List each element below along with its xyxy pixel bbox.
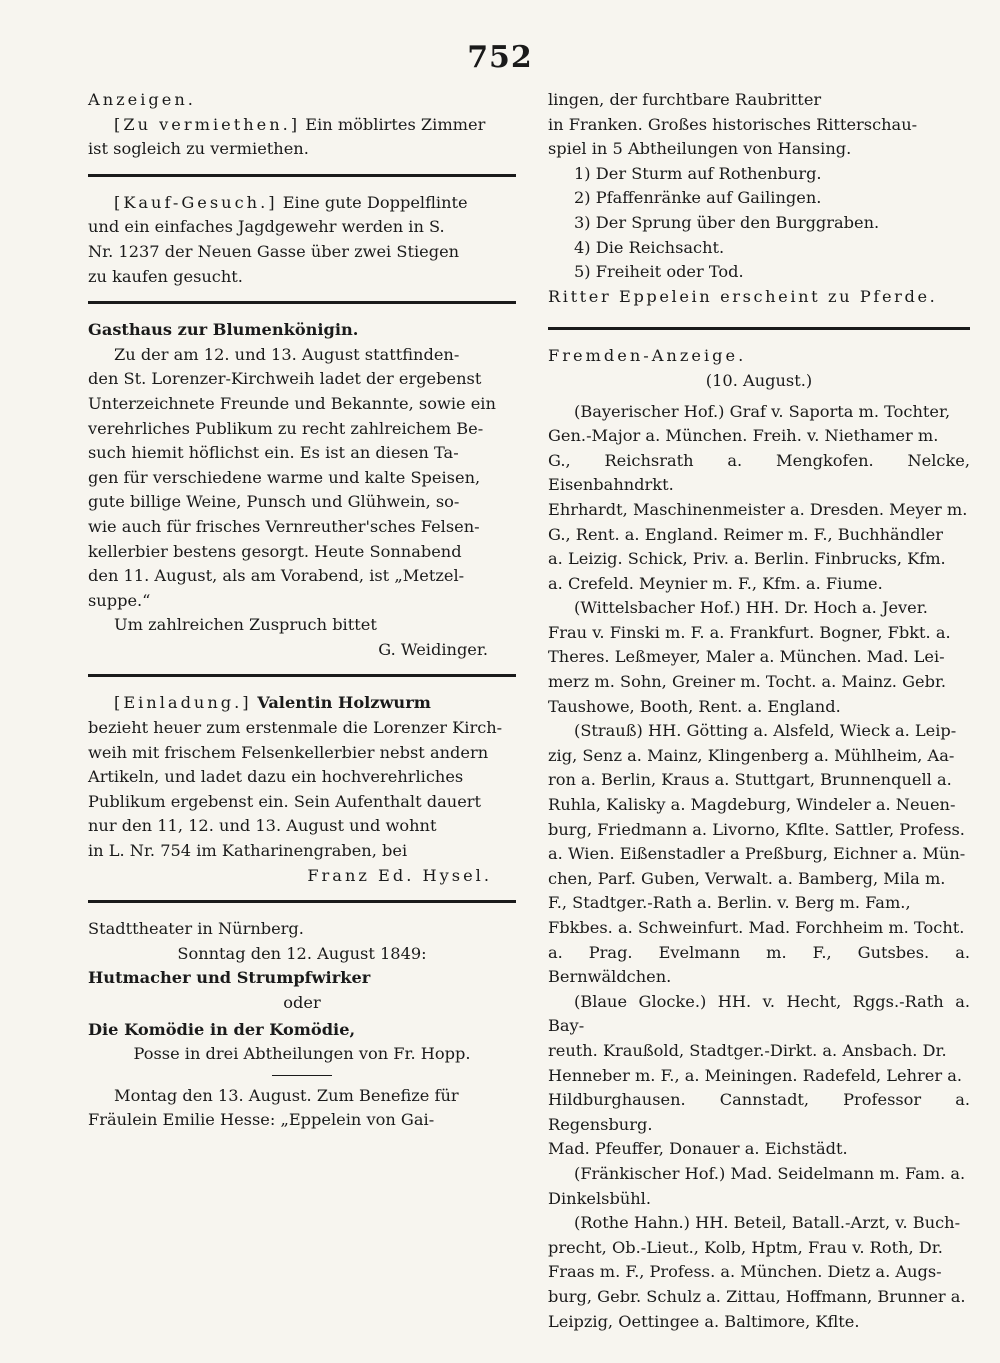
guest-line: a. Crefeld. Meynier m. F., Kfm. a. Fiume. — [548, 573, 883, 593]
text-line: weih mit frischem Felsenkellerbier nebst andern — [88, 742, 489, 762]
guest-line: a. Leizig. Schick, Priv. a. Berlin. Finbrucks, Kfm. — [548, 549, 946, 569]
fremden-heading: Fremden-Anzeige. — [548, 346, 747, 366]
guest-line: Leipzig, Oettingee a. Baltimore, Kflte. — [548, 1311, 860, 1331]
acts-list — [548, 162, 970, 285]
short-divider — [272, 1075, 332, 1076]
guest-line: zig, Senz a. Mainz, Klingenberg a. Mühlheim, Aa- — [548, 745, 955, 765]
act-item: 1) Der Sturm auf Rothenburg. — [574, 163, 822, 183]
divider — [88, 301, 516, 304]
ad-tag: [Kauf-Gesuch.] — [114, 192, 278, 212]
guest-line: (Wittelsbacher Hof.) HH. Dr. Hoch a. Jever. — [574, 598, 928, 618]
text-line: gute billige Weine, Punsch und Glühwein, so- — [88, 492, 460, 512]
continuation-body — [548, 88, 970, 162]
guest-line: Ruhla, Kalisky a. Magdeburg, Windeler a. Neuen- — [548, 795, 956, 815]
guest-line: (Bayerischer Hof.) Graf v. Saporta m. Tochter, — [574, 401, 951, 421]
left-column — [88, 88, 516, 1133]
guest-line: G., Reichsrath a. Mengkofen. Nelcke, Eisenbahndrkt. — [548, 450, 970, 495]
guest-line: chen, Parf. Guben, Verwalt. a. Bamberg, Mila m. — [548, 868, 946, 888]
text-line: such hiemit höflichst ein. Es ist an diesen Ta- — [88, 443, 459, 463]
divider — [548, 327, 970, 330]
act-item: 3) Der Sprung über den Burggraben. — [574, 212, 880, 232]
text-line: bezieht heuer zum erstenmale die Lorenzer Kirch- — [88, 718, 503, 738]
text-line: Zu der am 12. und 13. August stattfinden- — [114, 344, 460, 364]
ad-text-line: Nr. 1237 der Neuen Gasse über zwei Stiegen — [88, 241, 460, 261]
text-line: wie auch für frisches Vernreuther'sches Felsen- — [88, 516, 480, 536]
fremden-date: (10. August.) — [705, 370, 813, 390]
theatre-date: Sonntag den 12. August 1849: — [177, 943, 427, 963]
divider — [88, 900, 516, 903]
guest-line: burg, Friedmann a. Livorno, Kflte. Sattler, Profess. — [548, 819, 965, 839]
guest-line: Taushowe, Booth, Rent. a. England. — [548, 696, 841, 716]
gasthaus-closing: Um zahlreichen Zuspruch bittet — [114, 615, 377, 635]
act-item: 4) Die Reichsacht. — [574, 237, 725, 257]
section-heading-anzeigen: Anzeigen. — [88, 90, 196, 109]
play-title: Hutmacher und Strumpfwirker — [88, 968, 371, 988]
page-number: 752 — [467, 40, 533, 75]
ad-kauf-gesuch — [88, 191, 516, 216]
guest-line: a. Prag. Evelmann m. F., Gutsbes. a. Bernwäldchen. — [548, 942, 970, 987]
ad-zu-vermiethen — [88, 113, 516, 138]
einladung-body — [88, 716, 516, 864]
guest-line: precht, Ob.-Lieut., Kolb, Hptm, Frau v. Roth, Dr. — [548, 1237, 943, 1257]
guest-line: Ehrhardt, Maschinenmeister a. Dresden. Meyer m. — [548, 499, 968, 519]
text-line: Publikum ergebenst ein. Sein Aufenthalt dauert — [88, 791, 482, 811]
theatre-heading: Stadttheater in Nürnberg. — [88, 919, 304, 939]
guest-line: G., Rent. a. England. Reimer m. F., Buchhändler — [548, 524, 943, 544]
ad-text-line: zu kaufen gesucht. — [88, 266, 243, 286]
guest-line: F., Stadtger.-Rath a. Berlin. v. Berg m. Fam., — [548, 893, 911, 913]
text-line: den 11. August, als am Vorabend, ist „Metzel- — [88, 566, 465, 586]
ad-einladung — [88, 691, 516, 716]
text-line: in L. Nr. 754 im Katharinengraben, bei — [88, 841, 408, 861]
text-line: Artikeln, und ladet dazu ein hochverehrliches — [88, 767, 464, 787]
fremden-list — [548, 400, 970, 1335]
text-line: kellerbier bestens gesorgt. Heute Sonnabend — [88, 541, 462, 561]
guest-line: (Fränkischer Hof.) Mad. Seidelmann m. Fam. a. — [574, 1163, 966, 1183]
text-line: in Franken. Großes historisches Ritterschau- — [548, 114, 918, 134]
right-column — [548, 88, 970, 1334]
guest-line: a. Wien. Eißenstadler a Preßburg, Eichner a. Mün- — [548, 844, 966, 864]
ritter-line: Ritter Eppelein erscheint zu Pferde. — [548, 286, 938, 306]
text-line: spiel in 5 Abtheilungen von Hansing. — [548, 139, 852, 159]
ad-tag: [Einladung.] — [114, 693, 252, 713]
guest-line: burg, Gebr. Schulz a. Zittau, Hoffmann, Brunner a. — [548, 1286, 966, 1306]
guest-line: Gen.-Major a. München. Freih. v. Niethamer m. — [548, 426, 939, 446]
play-subtitle: Die Komödie in der Komödie, — [88, 1019, 356, 1039]
play-description: Posse in drei Abtheilungen von Fr. Hopp. — [133, 1044, 471, 1064]
einladung-name: Valentin Holzwurm — [251, 693, 431, 713]
guest-line: Hildburghausen. Cannstadt, Professor a. Regensburg. — [548, 1090, 970, 1134]
text-line: suppe.“ — [88, 590, 151, 610]
gasthaus-signature: G. Weidinger. — [378, 639, 488, 659]
guest-line: (Blaue Glocke.) HH. v. Hecht, Rggs.-Rath a. Bay- — [548, 991, 970, 1036]
guest-line: Fraas m. F., Profess. a. München. Dietz a. Augs- — [548, 1262, 942, 1282]
act-item: 2) Pfaffenränke auf Gailingen. — [574, 188, 822, 208]
ad-text: Ein möblirtes Zimmer — [300, 114, 486, 134]
guest-line: Dinkelsbühl. — [548, 1188, 651, 1208]
ad-tag: [Zu vermiethen.] — [114, 114, 301, 134]
guest-line: reuth. Kraußold, Stadtger.-Dirkt. a. Ansbach. Dr. — [548, 1040, 947, 1060]
ad-text-line: ist sogleich zu vermiethen. — [88, 139, 309, 159]
gasthaus-body — [88, 343, 516, 614]
guest-line: ron a. Berlin, Kraus a. Stuttgart, Brunnenquell a. — [548, 770, 952, 790]
guest-line: (Rothe Hahn.) HH. Beteil, Batall.-Arzt, v. Buch- — [574, 1213, 961, 1233]
guest-line: merz m. Sohn, Greiner m. Tocht. a. Mainz. Gebr. — [548, 672, 947, 692]
text-line: nur den 11, 12. und 13. August und wohnt — [88, 816, 437, 836]
play-oder: oder — [283, 993, 321, 1012]
monday-line: Montag den 13. August. Zum Benefize für — [114, 1085, 459, 1105]
divider — [88, 174, 516, 177]
einladung-signature: Franz Ed. Hysel. — [307, 865, 492, 885]
guest-line: Henneber m. F., a. Meiningen. Radefeld, Lehrer a. — [548, 1065, 963, 1085]
text-line: gen für verschiedene warme und kalte Speisen, — [88, 467, 481, 487]
text-line: lingen, der furchtbare Raubritter — [548, 90, 822, 109]
guest-line: Mad. Pfeuffer, Donauer a. Eichstädt. — [548, 1139, 848, 1159]
guest-line: Frau v. Finski m. F. a. Frankfurt. Bogner, Fbkt. a. — [548, 622, 951, 642]
ad-text-line: und ein einfaches Jagdgewehr werden in S. — [88, 217, 445, 237]
guest-line: (Strauß) HH. Götting a. Alsfeld, Wieck a. Leip- — [574, 721, 957, 741]
text-line: den St. Lorenzer-Kirchweih ladet der ergebenst — [88, 369, 482, 389]
gasthaus-heading: Gasthaus zur Blumenkönigin. — [88, 320, 359, 340]
monday-line: Fräulein Emilie Hesse: „Eppelein von Gai- — [88, 1110, 435, 1130]
text-line: verehrliches Publikum zu recht zahlreichem Be- — [88, 418, 484, 438]
guest-line: Theres. Leßmeyer, Maler a. München. Mad. Lei- — [548, 647, 945, 667]
guest-line: Fbkbes. a. Schweinfurt. Mad. Forchheim m. Tocht. — [548, 918, 965, 937]
text-line: Unterzeichnete Freunde und Bekannte, sowie ein — [88, 393, 496, 413]
divider — [88, 674, 516, 677]
ad-text: Eine gute Doppelflinte — [277, 192, 468, 212]
act-item: 5) Freiheit oder Tod. — [574, 262, 744, 282]
